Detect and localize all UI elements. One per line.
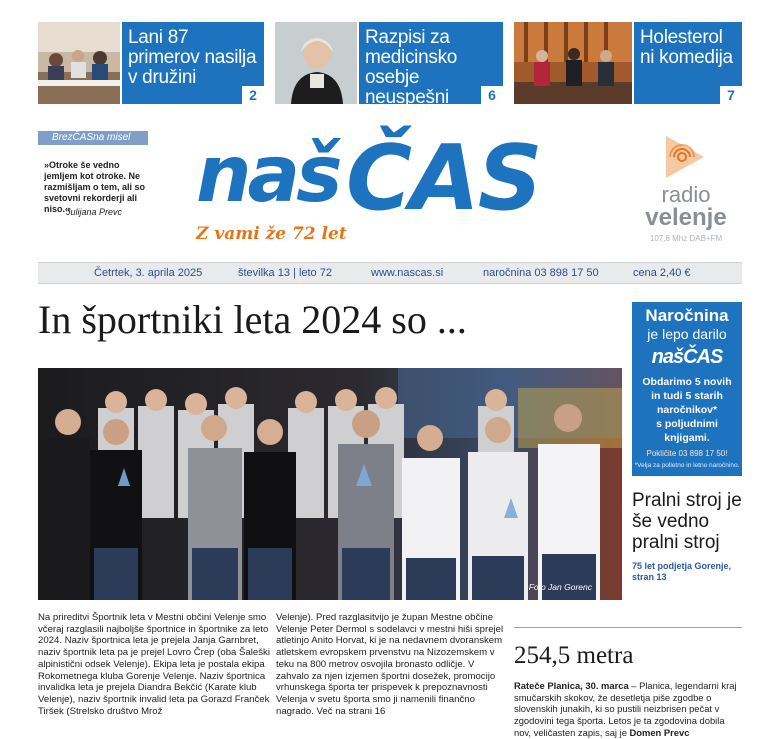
ad-subtitle: je lepo darilo	[647, 326, 727, 342]
teaser-page-number: 6	[481, 86, 503, 104]
second-story-rule	[514, 627, 742, 628]
radio-velenje-word: velenje	[645, 204, 727, 231]
teaser-2[interactable]	[275, 22, 503, 108]
teaser-page-number: 2	[242, 86, 264, 104]
main-photo	[38, 368, 622, 600]
teaser-title: Holesterol ni komedija	[640, 27, 733, 68]
article-column-1: Na prireditvi Športnik leta v Mestni občini Velenje smo včeraj razglasili najboljše športnice in športnike za leto 2024. Naziv športnica leta je prejela Janja Garnbret, naziv športnik leta pa je prejel Lovro Črep (oba Šaleški alpinistični odsek Velenje). Ekipa leta je postala ekipa Rokometnega kluba Gorenje Velenje. Naziv športnica invalidka leta je prejela Diandra Bekčić (Karate klub Velenje), naziv športnik invalid leta pa Gorazd Franček Tiršek (Strelsko društvo Mrož	[38, 612, 270, 717]
teaser-page-number: 7	[720, 86, 742, 104]
article-column-2-text: Velenje). Pred razglasitvijo je župan Mestne občine Velenje Peter Dermol s sodelavci v mestni hiši sprejel atletinjo Anito Horvat, ki je na nedavnem dvoranskem atletskem evropskem prvenstvu na Nizozemskem v teku na 800 metrov osvojila bronasto odličje. V zahvalo za njen izjemen športni dosežek, promocijo vrhunskega športa ter prispevek k prepoznavnosti Velenja v svetu športa smo ji namenili finančno nagrado.	[276, 612, 504, 717]
ad-footnote: *Velja za polletno in letno naročnino.	[634, 462, 740, 469]
info-bar	[38, 262, 742, 284]
masthead-slogan: Z vami že 72 let	[196, 224, 347, 244]
ad-title: Naročnina	[645, 306, 729, 325]
teaser-title: Lani 87 primerov nasilja v družini	[128, 27, 257, 88]
radio-velenje-logo[interactable]	[630, 132, 742, 250]
teaser-box	[634, 22, 742, 104]
ad-offer-line: Obdarimo 5 novih	[642, 376, 732, 388]
teaser-photo-meeting	[38, 22, 120, 104]
logo-part-nas: naš	[196, 130, 339, 220]
second-story-text: – Planica, legendarni kraj smučarskih skokov, že desetletja piše zgodbe o slovenskih junakih, ki so pustili neizbrisen pečat v zgodovini tega športa. Letos je ta zgodovina dobila nov, veličasten zapis, saj je	[514, 680, 737, 738]
masthead-logo[interactable]	[196, 126, 588, 250]
teaser-box	[122, 22, 264, 104]
second-story-title[interactable]: 254,5 metra	[514, 642, 634, 669]
teaser-box	[359, 22, 503, 108]
ad-call-phone[interactable]: Pokličite 03 898 17 50!	[646, 449, 728, 458]
side-story-teaser: 75 let podjetja Gorenje, stran 13	[632, 561, 732, 582]
subscription-phone: naročnina 03 898 17 50	[483, 267, 599, 279]
opinion-quote: »Otroke še vedno jemljem kot otroke. Ne razmišljam o tem, ali so svetovni rekorderji ali niso.«	[44, 160, 146, 214]
issue-date: Četrtek, 3. aprila 2025	[94, 267, 203, 279]
opinion-tag: BrezČASna misel	[38, 131, 148, 145]
side-story[interactable]	[632, 490, 747, 583]
logo-part-cas: ČAS	[346, 126, 541, 231]
teaser-photo-portrait	[275, 22, 357, 104]
radio-word: radio	[661, 182, 711, 207]
teaser-1[interactable]	[38, 22, 264, 104]
teaser-3[interactable]	[514, 22, 742, 104]
article-column-2	[276, 612, 508, 717]
article-more-link[interactable]: Več na strani 16	[316, 705, 386, 717]
ad-offer-line: knjigami.	[664, 432, 710, 444]
main-headline[interactable]: In športniki leta 2024 so ...	[38, 297, 467, 342]
second-story-lead	[514, 680, 744, 739]
issue-number: številka 13 | leto 72	[238, 267, 332, 279]
radio-frequency: 107,8 Mhz DAB+FM	[649, 234, 723, 243]
radio-signal-icon	[660, 132, 710, 182]
issue-price: cena 2,40 €	[633, 267, 691, 279]
second-story-name: Domen Prevc	[629, 726, 690, 738]
teaser-photo-stage	[514, 22, 632, 104]
ad-offer-line: s poljudnimi	[656, 418, 718, 430]
side-story-title: Pralni stroj je še vedno pralni stroj	[632, 490, 742, 553]
teaser-title: Razpisi za medicinsko osebje neuspešni	[365, 27, 458, 108]
second-story-dateline: Rateče Planica, 30. marca	[514, 680, 629, 691]
subscription-ad[interactable]	[632, 302, 742, 476]
ad-offer-line: naročnikov*	[656, 404, 718, 416]
opinion-author: Julijana Prevc	[66, 207, 123, 217]
ad-offer-line: in tudi 5 starih	[651, 390, 723, 402]
website-link[interactable]: www.nascas.si	[371, 267, 444, 279]
ad-logo: našČAS	[651, 346, 723, 368]
photo-credit: Foto Jan Gorenc	[528, 582, 592, 592]
